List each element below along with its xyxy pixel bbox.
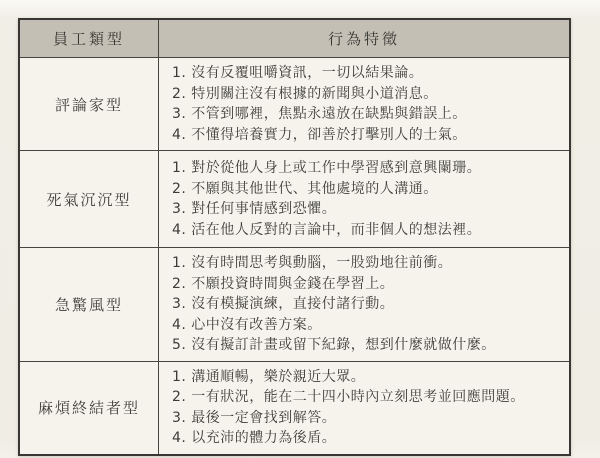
behavior-item: 3. 最後一定會找到解答。 xyxy=(172,409,337,426)
table-row-critic xyxy=(20,57,569,150)
table-row-troubleshooter xyxy=(20,361,569,454)
behavior-list xyxy=(159,362,569,454)
employee-type-label: 評論家型 xyxy=(20,58,159,150)
behavior-item: 2. 一有狀況，能在二十四小時內立刻思考並回應問題。 xyxy=(172,389,525,405)
behavior-item: 1. 對於從他人身上或工作中學習感到意興闌珊。 xyxy=(172,160,482,176)
behavior-item: 4. 心中沒有改善方案。 xyxy=(172,316,322,333)
behavior-item: 4. 活在他人反對的言論中，而非個人的想法裡。 xyxy=(172,221,482,238)
table-row-impatient xyxy=(20,247,569,361)
header-behavior-traits: 行為特徵 xyxy=(327,30,400,48)
behavior-item: 4. 不懂得培養實力，卻善於打擊別人的士氣。 xyxy=(172,126,467,143)
behavior-item: 3. 沒有模擬演練，直接付諸行動。 xyxy=(172,296,395,312)
behavior-item: 5. 沒有擬訂計畫或留下紀錄，想到什麼就做什麼。 xyxy=(172,337,496,353)
behavior-list xyxy=(159,58,569,150)
behavior-item: 1. 沒有反覆咀嚼資訊，一切以結果論。 xyxy=(172,65,424,81)
header-employee-type: 員工類型 xyxy=(20,20,159,57)
behavior-item: 3. 對任何事情感到恐懼。 xyxy=(172,201,337,217)
table-header-row xyxy=(20,20,569,57)
behavior-item: 2. 不願投資時間與金錢在學習上。 xyxy=(172,275,395,292)
employee-type-label: 急驚風型 xyxy=(20,248,159,361)
behavior-item: 1. 沒有時間思考與動腦，一股勁地往前衝。 xyxy=(172,255,453,271)
employee-type-label: 死氣沉沉型 xyxy=(20,151,159,247)
table-row-lifeless xyxy=(20,150,569,247)
behavior-list xyxy=(159,248,569,361)
behavior-item: 2. 特別關注沒有根據的新聞與小道消息。 xyxy=(172,85,438,102)
behavior-item: 4. 以充沛的體力為後盾。 xyxy=(172,430,337,446)
employee-type-label: 麻煩終結者型 xyxy=(20,362,159,454)
behavior-list xyxy=(159,151,569,247)
behavior-item: 1. 溝通順暢，樂於親近大眾。 xyxy=(172,368,366,385)
employee-type-table xyxy=(18,18,571,456)
behavior-item: 3. 不管到哪裡，焦點永遠放在缺點與錯誤上。 xyxy=(172,106,467,122)
behavior-item: 2. 不願與其他世代、其他處境的人溝通。 xyxy=(172,180,438,197)
